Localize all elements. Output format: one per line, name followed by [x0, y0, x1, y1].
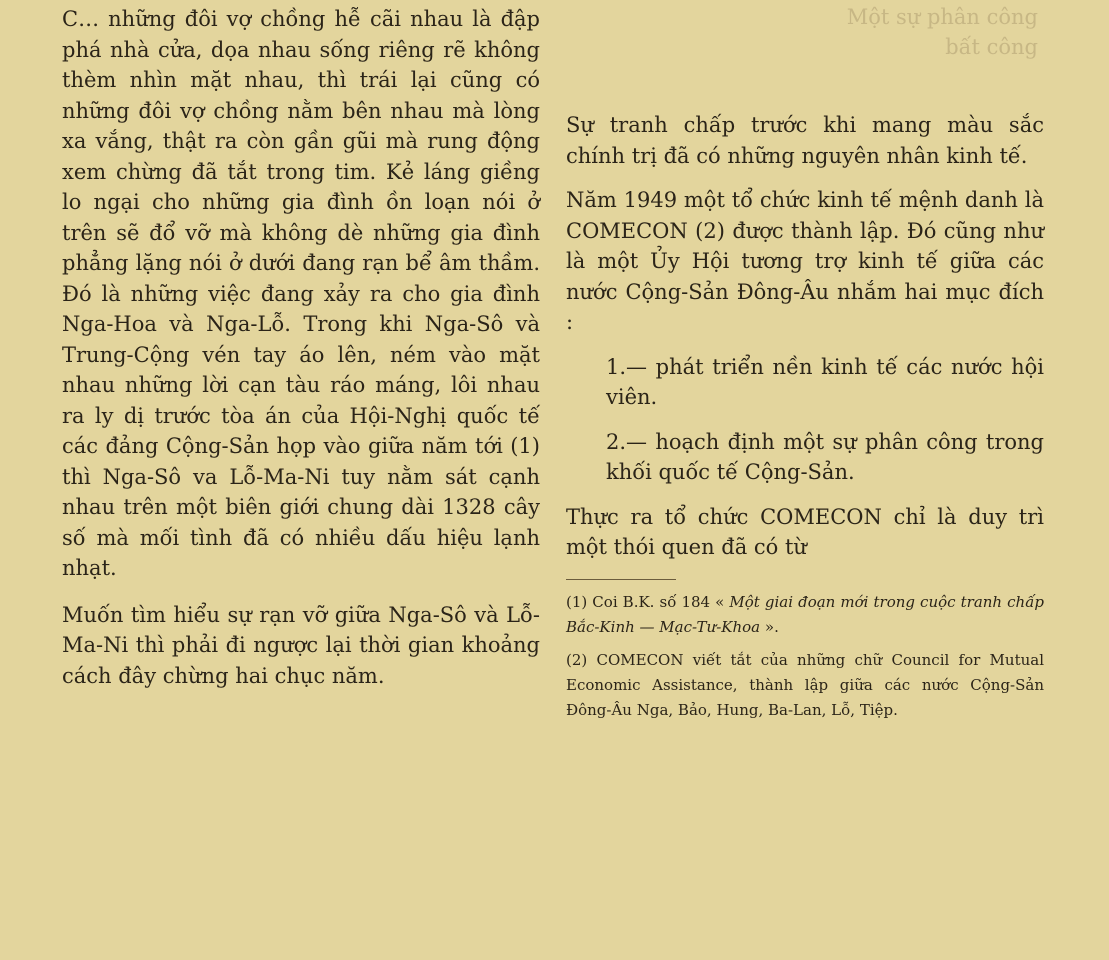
left-paragraph-2: Muốn tìm hiểu sự rạn vỡ giữa Nga-Sô và Lỗ-Ma-Ni thì phải đi ngược lại thời gian khoảng cách đây chừng hai chục năm. — [62, 602, 540, 688]
left-column — [62, 0, 540, 691]
section-heading-line-1: Một sự phân công — [846, 5, 1038, 29]
footnote-divider — [566, 579, 676, 580]
right-paragraph-1: Sự tranh chấp trước khi mang màu sắc chính trị đã có những nguyên nhân kinh tế. — [566, 113, 1044, 168]
footnote-1-title: Một giai đoạn mới trong cuộc tranh chấp Bắc-Kinh — Mạc-Tư-Khoa — [566, 592, 1045, 636]
footnote-1 — [566, 590, 1044, 640]
right-paragraph-3: Thực ra tổ chức COMECON chỉ là duy trì một thói quen đã có từ — [566, 504, 1044, 559]
footnote-2: (2) COMECON viết tắt của những chữ Council for Mutual Economic Assistance, thành lập giữa các nước Cộng-Sản Đông-Âu Nga, Bảo, Hung, Ba-Lan, Lỗ, Tiệp. — [566, 650, 1044, 719]
footnote-1-end: ». — [764, 617, 779, 636]
right-paragraph-2: Năm 1949 một tổ chức kinh tế mệnh danh là COMECON (2) được thành lập. Đó cũng như là một Ủy Hội tương trợ kinh tế giữa các nước Cộng-Sản Đông-Âu nhắm hai mục đích : — [566, 188, 1044, 334]
section-heading-line-2: bất công — [945, 35, 1038, 59]
right-column — [566, 0, 1044, 723]
left-paragraph-1: C… những đôi vợ chồng hễ cãi nhau là đập phá nhà cửa, dọa nhau sống riêng rẽ không thèm nhìn mặt nhau, thì trái lại cũng có những đôi vợ chồng nằm bên nhau mà lòng xa vắng, thật ra còn gần gũi mà rung động xem chừng đã tắt trong tim. Kẻ láng giềng lo ngại cho những gia đình ồn loạn nói ở trên sẽ đổ vỡ mà không dè những gia đình phẳng lặng nói ở dưới đang rạn bể âm thầm. Đó là những việc đang xảy ra cho gia đình Nga-Hoa và Nga-Lỗ. Trong khi Nga-Sô và Trung-Cộng vén tay áo lên, ném vào mặt nhau những lời cạn tàu ráo máng, lôi nhau ra ly dị trước tòa án của Hội-Nghị quốc tế các đảng Cộng-Sản họp vào giữa năm tới (1) thì Nga-Sô va Lỗ-Ma-Ni tuy nằm sát cạnh nhau trên một biên giới chung dài 1328 cây số mà mối tình đã có nhiều dấu hiệu lạnh nhạt. — [62, 7, 540, 580]
footnote-1-lead: (1) Coi B.K. số 184 « — [566, 592, 725, 611]
list-item-2: 2.— hoạch định một sự phân công trong khối quốc tế Cộng-Sản. — [606, 429, 1044, 484]
list-item-1: 1.— phát triển nền kinh tế các nước hội viên. — [606, 354, 1044, 409]
